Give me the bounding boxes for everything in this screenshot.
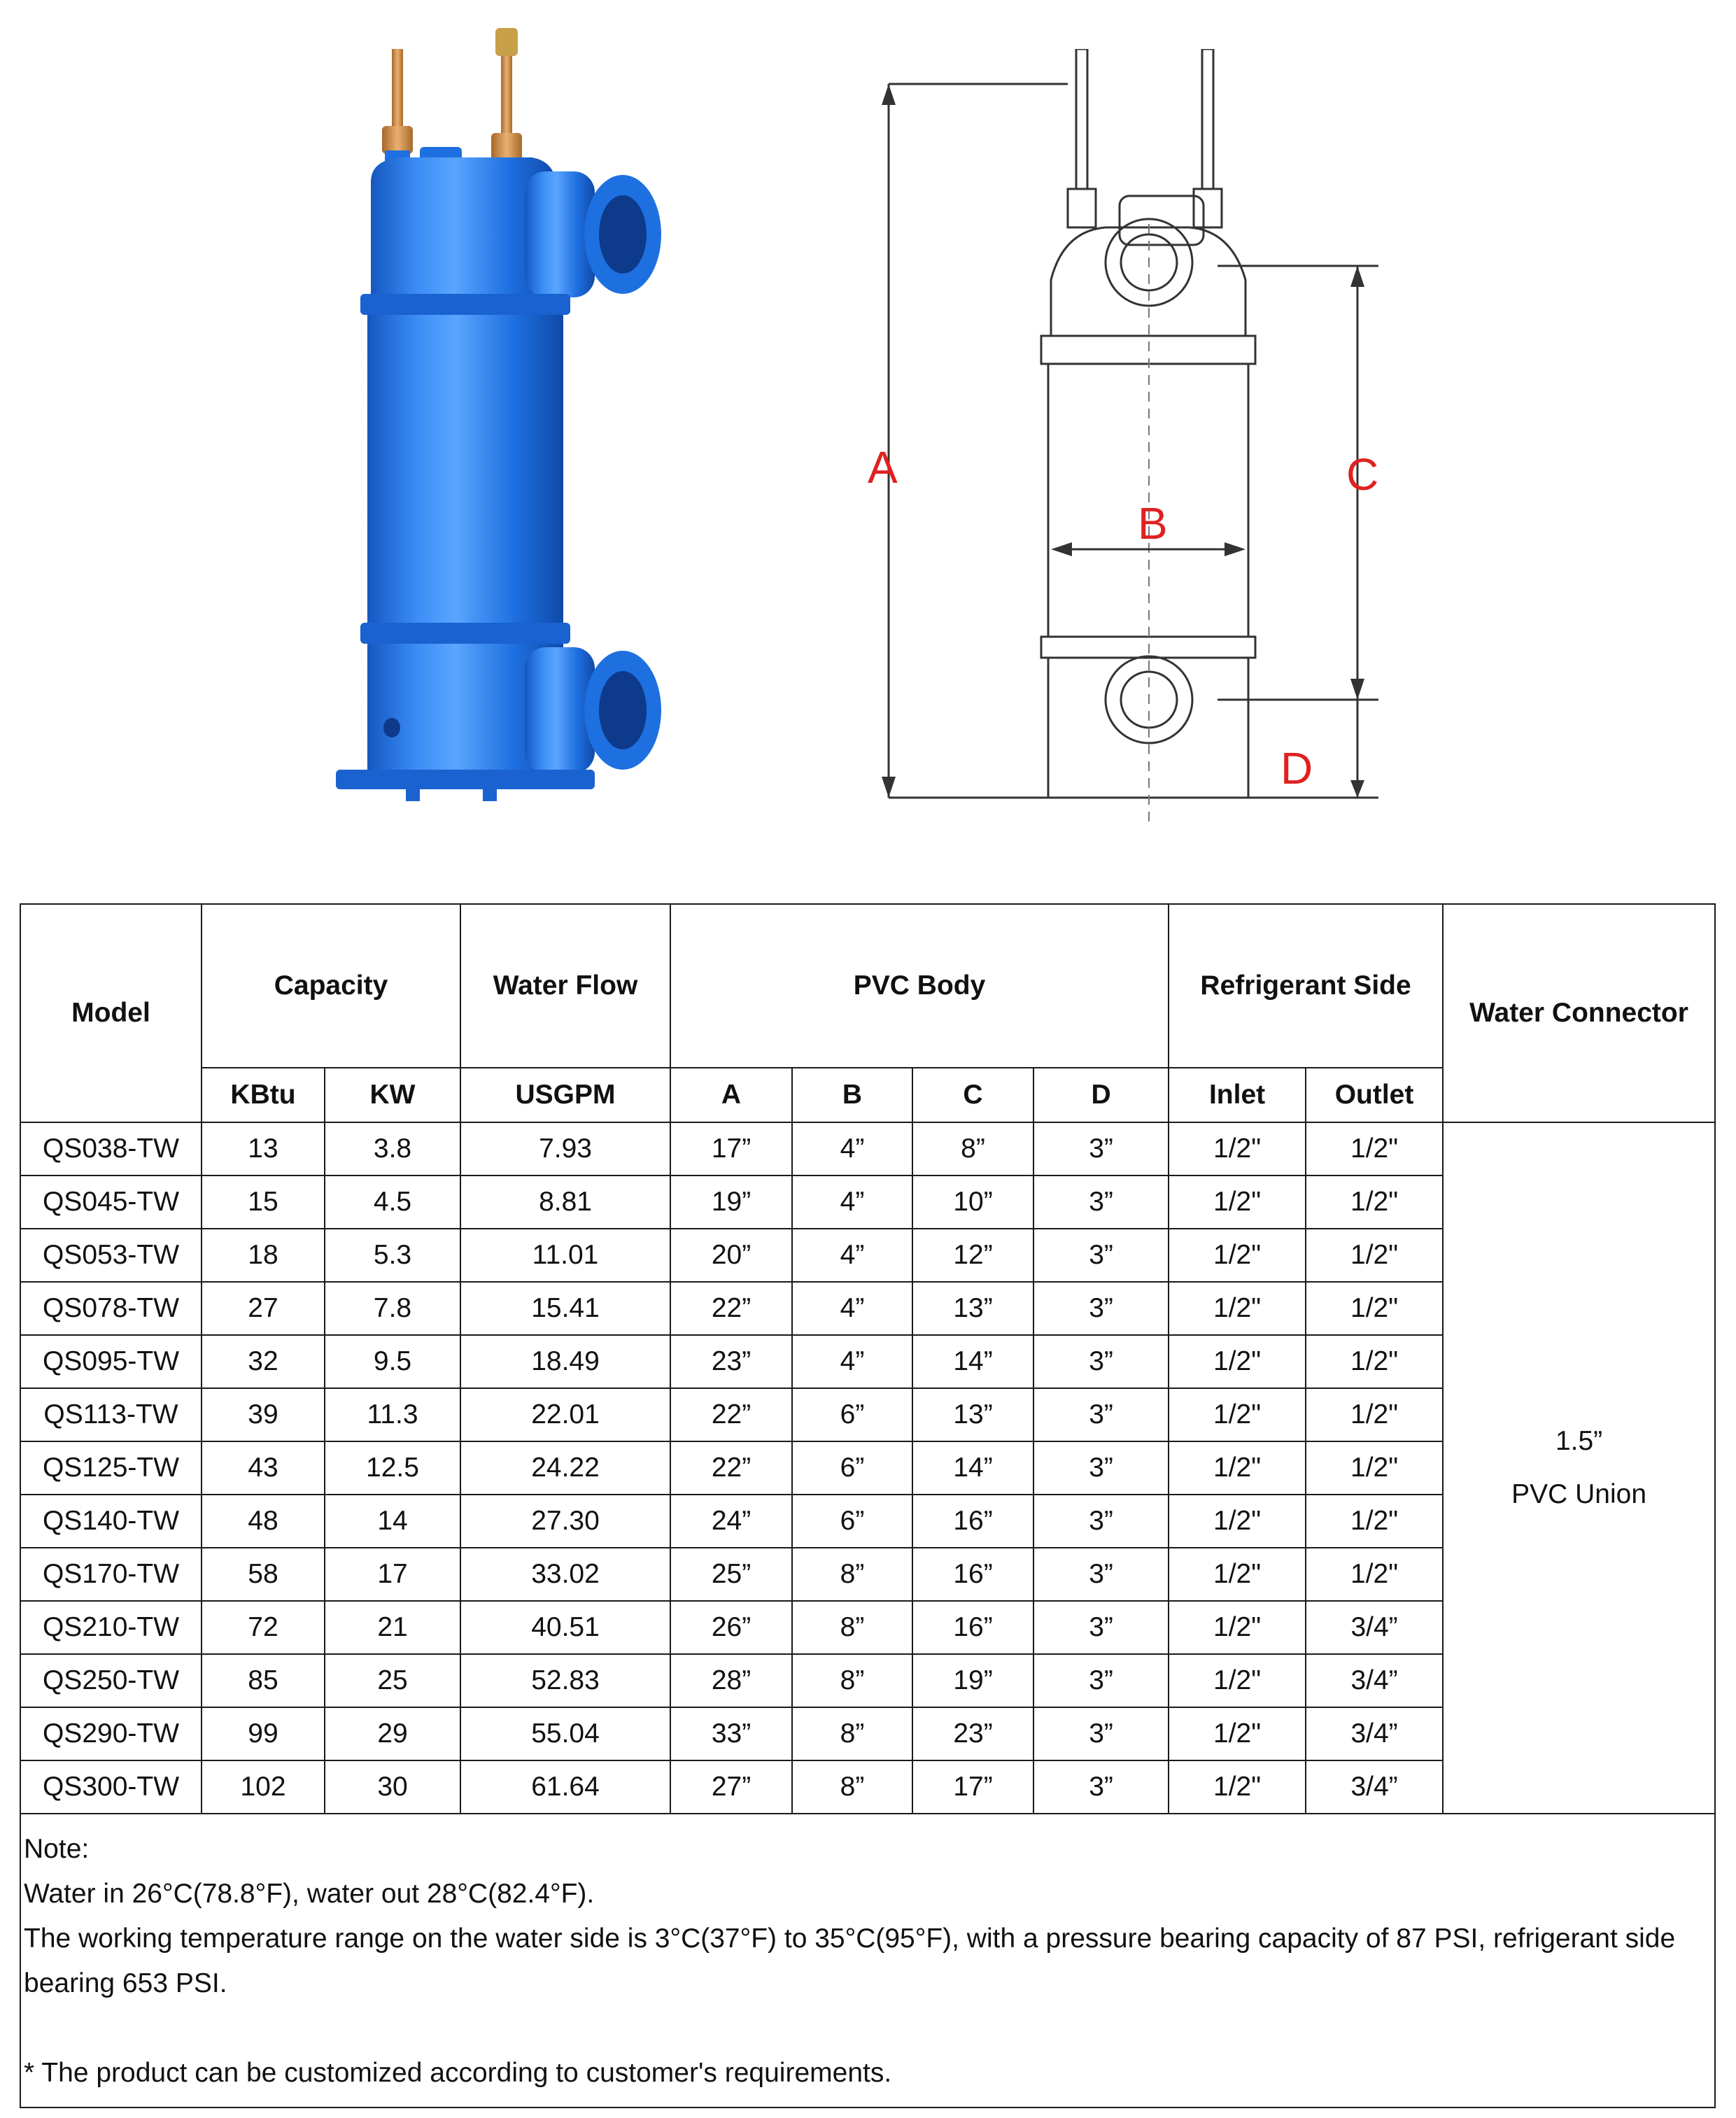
product-photo	[315, 28, 749, 812]
cell-d: 3”	[1033, 1282, 1169, 1335]
cell-a: 23”	[670, 1335, 792, 1388]
cell-model: QS300-TW	[20, 1760, 202, 1814]
cell-c: 13”	[912, 1282, 1033, 1335]
header-row	[20, 904, 1715, 1068]
cell-d: 3”	[1033, 1707, 1169, 1760]
cell-inlet: 1/2"	[1169, 1122, 1306, 1176]
subheader-a: A	[670, 1068, 792, 1122]
cell-inlet: 1/2"	[1169, 1760, 1306, 1814]
cell-kbtu: 13	[202, 1122, 325, 1176]
note-customization: * The product can be customized according to customer's requirements.	[24, 2058, 892, 2088]
cell-c: 16”	[912, 1601, 1033, 1654]
spec-table	[20, 903, 1716, 2108]
cell-kbtu: 27	[202, 1282, 325, 1335]
subheader-kw: KW	[325, 1068, 460, 1122]
cell-inlet: 1/2"	[1169, 1388, 1306, 1441]
cell-outlet: 1/2"	[1306, 1122, 1443, 1176]
cell-outlet: 3/4”	[1306, 1707, 1443, 1760]
cell-usgpm: 18.49	[460, 1335, 670, 1388]
cell-b: 8”	[792, 1707, 912, 1760]
subheader-usgpm: USGPM	[460, 1068, 670, 1122]
cell-d: 3”	[1033, 1122, 1169, 1176]
cell-usgpm: 24.22	[460, 1441, 670, 1495]
cell-d: 3”	[1033, 1601, 1169, 1654]
cell-inlet: 1/2"	[1169, 1229, 1306, 1282]
cell-model: QS113-TW	[20, 1388, 202, 1441]
water-connector-cell	[1443, 1122, 1715, 1814]
cell-model: QS045-TW	[20, 1176, 202, 1229]
cell-outlet: 1/2"	[1306, 1441, 1443, 1495]
cell-inlet: 1/2"	[1169, 1441, 1306, 1495]
cell-kw: 25	[325, 1654, 460, 1707]
cell-kbtu: 48	[202, 1495, 325, 1548]
cell-b: 4”	[792, 1122, 912, 1176]
cell-kbtu: 99	[202, 1707, 325, 1760]
cell-b: 4”	[792, 1282, 912, 1335]
cell-kbtu: 72	[202, 1601, 325, 1654]
cell-b: 4”	[792, 1335, 912, 1388]
cell-kw: 21	[325, 1601, 460, 1654]
subheader-c: C	[912, 1068, 1033, 1122]
cell-model: QS053-TW	[20, 1229, 202, 1282]
cell-b: 4”	[792, 1176, 912, 1229]
cell-usgpm: 61.64	[460, 1760, 670, 1814]
cell-model: QS210-TW	[20, 1601, 202, 1654]
cell-inlet: 1/2"	[1169, 1548, 1306, 1601]
header-water-connector: Water Connector	[1443, 904, 1715, 1122]
cell-a: 24”	[670, 1495, 792, 1548]
cell-b: 8”	[792, 1548, 912, 1601]
cell-d: 3”	[1033, 1229, 1169, 1282]
cell-d: 3”	[1033, 1654, 1169, 1707]
cell-outlet: 1/2"	[1306, 1548, 1443, 1601]
cell-outlet: 1/2"	[1306, 1176, 1443, 1229]
cell-kbtu: 102	[202, 1760, 325, 1814]
cell-inlet: 1/2"	[1169, 1495, 1306, 1548]
cell-a: 20”	[670, 1229, 792, 1282]
header-water-flow: Water Flow	[460, 904, 670, 1068]
subheader-d: D	[1033, 1068, 1169, 1122]
cell-inlet: 1/2"	[1169, 1601, 1306, 1654]
subheader-b: B	[792, 1068, 912, 1122]
cell-d: 3”	[1033, 1176, 1169, 1229]
note-heading: Note:	[24, 1834, 90, 1864]
header-capacity: Capacity	[202, 904, 460, 1068]
cell-kw: 29	[325, 1707, 460, 1760]
cell-kbtu: 32	[202, 1335, 325, 1388]
cell-kbtu: 39	[202, 1388, 325, 1441]
cell-b: 6”	[792, 1441, 912, 1495]
cell-outlet: 1/2"	[1306, 1495, 1443, 1548]
cell-c: 12”	[912, 1229, 1033, 1282]
cell-usgpm: 55.04	[460, 1707, 670, 1760]
cell-d: 3”	[1033, 1760, 1169, 1814]
cell-a: 17”	[670, 1122, 792, 1176]
cell-kbtu: 15	[202, 1176, 325, 1229]
cell-usgpm: 33.02	[460, 1548, 670, 1601]
cell-kw: 30	[325, 1760, 460, 1814]
cell-kbtu: 58	[202, 1548, 325, 1601]
cell-c: 10”	[912, 1176, 1033, 1229]
cell-outlet: 1/2"	[1306, 1388, 1443, 1441]
cell-inlet: 1/2"	[1169, 1335, 1306, 1388]
cell-model: QS250-TW	[20, 1654, 202, 1707]
cell-kbtu: 18	[202, 1229, 325, 1282]
cell-c: 23”	[912, 1707, 1033, 1760]
cell-inlet: 1/2"	[1169, 1176, 1306, 1229]
cell-model: QS290-TW	[20, 1707, 202, 1760]
cell-b: 6”	[792, 1495, 912, 1548]
cell-kw: 12.5	[325, 1441, 460, 1495]
notes-cell	[20, 1814, 1715, 2108]
cell-kw: 7.8	[325, 1282, 460, 1335]
dimension-drawing	[826, 49, 1399, 840]
cell-kbtu: 85	[202, 1654, 325, 1707]
header-refrigerant-side: Refrigerant Side	[1169, 904, 1443, 1068]
subheader-kbtu: KBtu	[202, 1068, 325, 1122]
cell-b: 8”	[792, 1601, 912, 1654]
cell-kw: 3.8	[325, 1122, 460, 1176]
cell-c: 16”	[912, 1495, 1033, 1548]
dimension-label-b: B	[1138, 498, 1168, 549]
cell-c: 14”	[912, 1335, 1033, 1388]
subheader-inlet: Inlet	[1169, 1068, 1306, 1122]
cell-usgpm: 40.51	[460, 1601, 670, 1654]
cell-model: QS140-TW	[20, 1495, 202, 1548]
cell-model: QS095-TW	[20, 1335, 202, 1388]
cell-kw: 9.5	[325, 1335, 460, 1388]
cell-d: 3”	[1033, 1335, 1169, 1388]
cell-d: 3”	[1033, 1495, 1169, 1548]
cell-c: 17”	[912, 1760, 1033, 1814]
cell-a: 27”	[670, 1760, 792, 1814]
header-pvc-body: PVC Body	[670, 904, 1169, 1068]
cell-outlet: 3/4”	[1306, 1601, 1443, 1654]
cell-model: QS038-TW	[20, 1122, 202, 1176]
cell-kw: 11.3	[325, 1388, 460, 1441]
cell-outlet: 1/2"	[1306, 1282, 1443, 1335]
cell-b: 4”	[792, 1229, 912, 1282]
cell-model: QS078-TW	[20, 1282, 202, 1335]
cell-c: 19”	[912, 1654, 1033, 1707]
cell-model: QS125-TW	[20, 1441, 202, 1495]
dimension-label-a: A	[868, 442, 898, 493]
cell-a: 28”	[670, 1654, 792, 1707]
note-working-range: The working temperature range on the water side is 3°C(37°F) to 35°C(95°F), with a pressure bearing capacity of 87 PSI, refrigerant side bearing 653 PSI.	[24, 1923, 1676, 1998]
cell-a: 22”	[670, 1441, 792, 1495]
cell-a: 33”	[670, 1707, 792, 1760]
cell-kw: 17	[325, 1548, 460, 1601]
note-water-temps: Water in 26°C(78.8°F), water out 28°C(82.4°F).	[24, 1879, 595, 1909]
table-row	[20, 1122, 1715, 1176]
cell-b: 8”	[792, 1760, 912, 1814]
connector-type: PVC Union	[1511, 1479, 1647, 1509]
cell-c: 8”	[912, 1122, 1033, 1176]
cell-outlet: 3/4”	[1306, 1654, 1443, 1707]
cell-d: 3”	[1033, 1441, 1169, 1495]
cell-a: 19”	[670, 1176, 792, 1229]
cell-d: 3”	[1033, 1548, 1169, 1601]
cell-outlet: 1/2"	[1306, 1335, 1443, 1388]
cell-b: 8”	[792, 1654, 912, 1707]
subheader-outlet: Outlet	[1306, 1068, 1443, 1122]
cell-kw: 14	[325, 1495, 460, 1548]
cell-inlet: 1/2"	[1169, 1707, 1306, 1760]
cell-usgpm: 27.30	[460, 1495, 670, 1548]
cell-model: QS170-TW	[20, 1548, 202, 1601]
cell-a: 26”	[670, 1601, 792, 1654]
cell-kw: 5.3	[325, 1229, 460, 1282]
cell-a: 22”	[670, 1388, 792, 1441]
cell-c: 13”	[912, 1388, 1033, 1441]
cell-usgpm: 8.81	[460, 1176, 670, 1229]
cell-usgpm: 7.93	[460, 1122, 670, 1176]
cell-kbtu: 43	[202, 1441, 325, 1495]
dimension-label-c: C	[1346, 449, 1379, 500]
cell-b: 6”	[792, 1388, 912, 1441]
cell-a: 25”	[670, 1548, 792, 1601]
cell-c: 16”	[912, 1548, 1033, 1601]
cell-inlet: 1/2"	[1169, 1654, 1306, 1707]
cell-inlet: 1/2"	[1169, 1282, 1306, 1335]
header-model: Model	[20, 904, 202, 1122]
cell-d: 3”	[1033, 1388, 1169, 1441]
cell-usgpm: 11.01	[460, 1229, 670, 1282]
cell-kw: 4.5	[325, 1176, 460, 1229]
cell-usgpm: 15.41	[460, 1282, 670, 1335]
connector-size: 1.5”	[1555, 1426, 1603, 1456]
cell-a: 22”	[670, 1282, 792, 1335]
notes-row	[20, 1814, 1715, 2108]
cell-usgpm: 52.83	[460, 1654, 670, 1707]
cell-outlet: 3/4”	[1306, 1760, 1443, 1814]
cell-usgpm: 22.01	[460, 1388, 670, 1441]
table-body	[20, 1122, 1715, 1814]
dimension-label-d: D	[1280, 743, 1313, 793]
cell-outlet: 1/2"	[1306, 1229, 1443, 1282]
cell-c: 14”	[912, 1441, 1033, 1495]
